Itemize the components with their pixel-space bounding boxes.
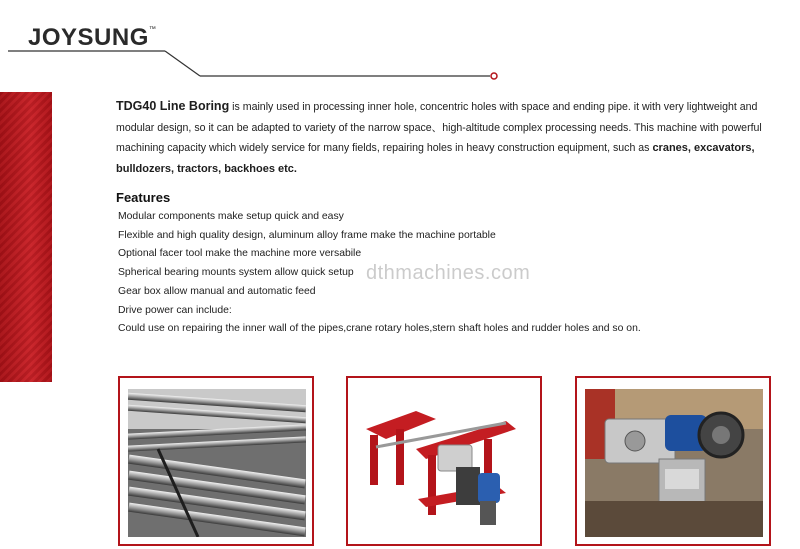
product-name: TDG40 Line Boring [116, 99, 230, 113]
red-side-tab-shade [0, 92, 52, 382]
trademark-symbol: ™ [148, 26, 157, 33]
feature-item: Spherical bearing mounts system allow quick setup [118, 267, 354, 279]
watermark: dthmachines.com [366, 262, 531, 284]
feature-item: Modular components make setup quick and easy [118, 211, 344, 222]
equipment-list: cranes, excavators, bulldozers, tractors, backhoes etc. [116, 142, 755, 175]
boring-bars-photo [128, 389, 306, 537]
photo-frame-line-boring-machine [346, 376, 542, 546]
photo-frame-machine-in-use [575, 376, 771, 546]
machine-in-use-photo [585, 389, 763, 537]
logo-text: JOYSUNG [28, 24, 149, 51]
photo-frame-boring-bars [118, 376, 314, 546]
feature-item: Could use on repairing the inner wall of the pipes,crane rotary holes,stern shaft holes and rudder holes and so on. [118, 323, 641, 335]
intro-text: is mainly used in processing inner hole, concentric holes with space and ending pipe. it with very lightweight and modular design, so it can be adapted to variety of the narrow space、high-altitude complex processing needs. This machine with powerful machining capacity which widely service for many fields, repairing holes in heavy construction equipment, such as [116, 101, 762, 154]
intro-paragraph [116, 96, 788, 179]
feature-item: Drive power can include: [118, 304, 232, 316]
header-divider-lines [0, 40, 520, 90]
feature-item: Gear box allow manual and automatic feed [118, 285, 316, 297]
feature-item: Optional facer tool make the machine more versabile [118, 248, 362, 260]
features-heading: Features [116, 190, 171, 205]
feature-item: Flexible and high quality design, aluminum alloy frame make the machine portable [118, 229, 496, 241]
line-boring-machine-photo [356, 389, 536, 537]
